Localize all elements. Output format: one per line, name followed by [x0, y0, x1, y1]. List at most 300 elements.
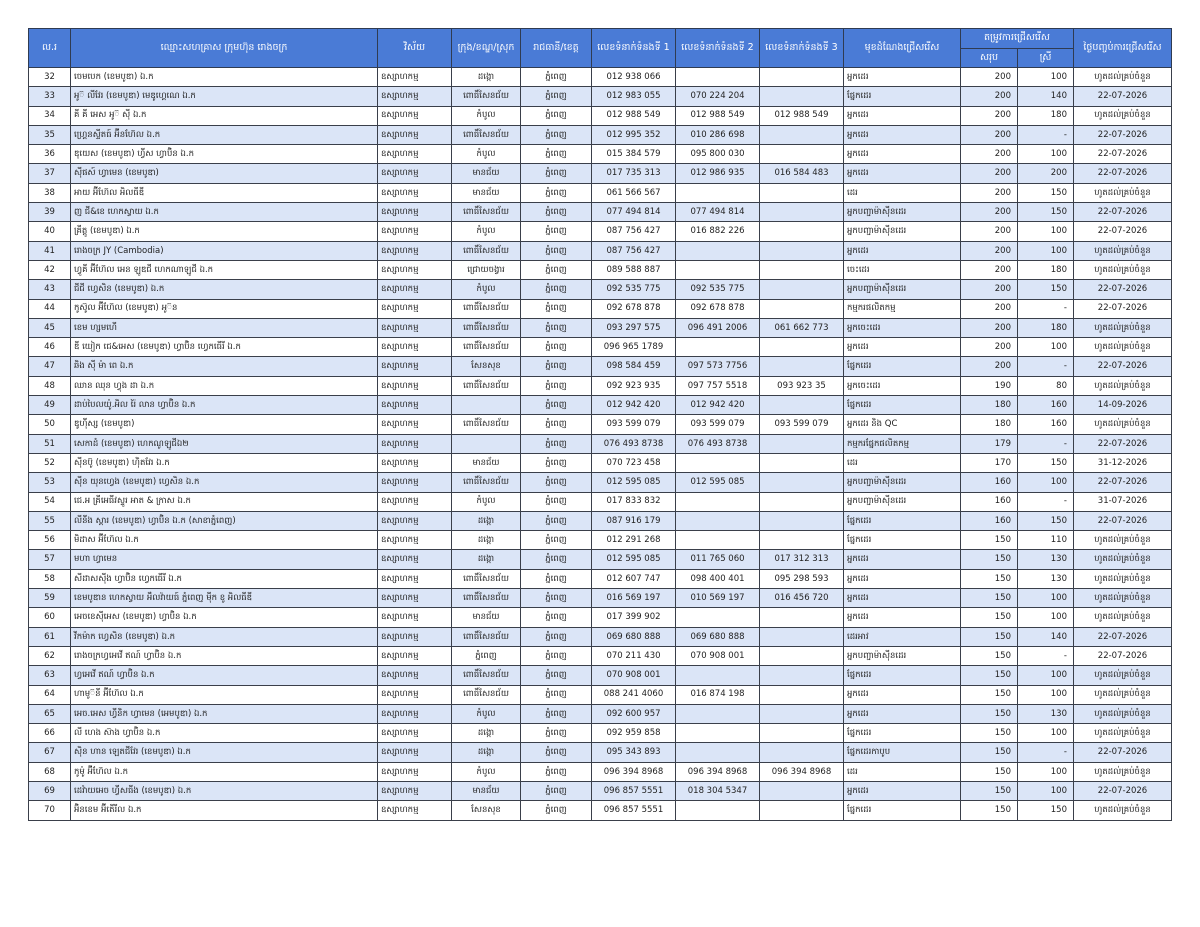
table-row [29, 550, 1172, 569]
cell-phone-3 [760, 338, 844, 357]
cell-phone-3 [760, 241, 844, 260]
cell-district [452, 434, 521, 453]
cell-province: ភ្នំពេញ [521, 396, 592, 415]
cell-sector: ឧស្សាហកម្ម [378, 511, 452, 530]
header-phone-3: លេខទំនាក់ទំនងទី 3 [760, 29, 844, 68]
cell-no: 59 [29, 589, 71, 608]
cell-no: 44 [29, 299, 71, 318]
cell-company: អាយ អ៊ីហ៊ែល អិលធីឌី [71, 183, 378, 202]
cell-total: 200 [961, 318, 1018, 337]
cell-female: 180 [1018, 106, 1074, 125]
cell-phone-2: 098 400 401 [676, 569, 760, 588]
cell-company: រោងចក្រហ្វអេវើ ឥណ៍ ហ្វាប៊ិន ឯ.ក [71, 646, 378, 665]
cell-district: ពោធិ៍សែនជ័យ [452, 569, 521, 588]
cell-phone-3: 096 394 8968 [760, 762, 844, 781]
cell-district: ពោធិ៍សែនជ័យ [452, 318, 521, 337]
cell-no: 40 [29, 222, 71, 241]
cell-province: ភ្នំពេញ [521, 646, 592, 665]
cell-phone-2: 012 986 935 [676, 164, 760, 183]
cell-phone-3: 017 312 313 [760, 550, 844, 569]
cell-female: 100 [1018, 68, 1074, 87]
cell-no: 38 [29, 183, 71, 202]
header-female: ស្រី [1018, 49, 1074, 68]
cell-position: អ្នកបញ្ជាម៉ាស៊ីនដេរ [844, 203, 961, 222]
cell-province: ភ្នំពេញ [521, 87, 592, 106]
cell-position: ចេះដេរ [844, 260, 961, 279]
cell-company: រោងចក្រ JY (Cambodia) [71, 241, 378, 260]
cell-total: 200 [961, 338, 1018, 357]
cell-phone-1: 077 494 814 [592, 203, 676, 222]
table-row [29, 531, 1172, 550]
cell-total: 200 [961, 106, 1018, 125]
cell-company: អេចខេស៊ីអេស (ខេមបូឌា) ហ្វាប៊ិន ឯ.ក [71, 608, 378, 627]
cell-phone-1: 089 588 887 [592, 260, 676, 279]
cell-phone-2 [676, 260, 760, 279]
cell-position: អ្នកបញ្ជាម៉ាស៊ីនដេរ [844, 492, 961, 511]
cell-position: ផ្នែកដេរ [844, 511, 961, 530]
cell-sector: ឧស្សាហកម្ម [378, 87, 452, 106]
cell-deadline: 22-07-2026 [1074, 203, 1172, 222]
cell-phone-2: 070 224 204 [676, 87, 760, 106]
cell-female: 200 [1018, 164, 1074, 183]
cell-female: 130 [1018, 550, 1074, 569]
cell-female: - [1018, 357, 1074, 376]
cell-deadline: ហូតដល់គ្រប់ចំនួន [1074, 241, 1172, 260]
cell-sector: ឧស្សាហកម្ម [378, 280, 452, 299]
cell-deadline: ហូតដល់គ្រប់ចំនួន [1074, 318, 1172, 337]
table-row [29, 453, 1172, 472]
table-row [29, 627, 1172, 646]
cell-female: 100 [1018, 338, 1074, 357]
cell-province: ភ្នំពេញ [521, 589, 592, 608]
cell-sector: ឧស្សាហកម្ម [378, 589, 452, 608]
cell-phone-3 [760, 125, 844, 144]
cell-deadline: ហូតដល់គ្រប់ចំនួន [1074, 569, 1172, 588]
table-row [29, 801, 1172, 820]
cell-sector: ឧស្សាហកម្ម [378, 145, 452, 164]
cell-total: 179 [961, 434, 1018, 453]
cell-female: - [1018, 125, 1074, 144]
cell-province: ភ្នំពេញ [521, 704, 592, 723]
cell-female: 150 [1018, 453, 1074, 472]
cell-province: ភ្នំពេញ [521, 762, 592, 781]
cell-no: 61 [29, 627, 71, 646]
cell-position: អ្នកដេរ [844, 164, 961, 183]
cell-female: 150 [1018, 801, 1074, 820]
cell-province: ភ្នំពេញ [521, 222, 592, 241]
cell-female: 100 [1018, 241, 1074, 260]
cell-phone-3: 093 923 35 [760, 376, 844, 395]
cell-phone-2 [676, 241, 760, 260]
cell-female: - [1018, 299, 1074, 318]
table-row [29, 589, 1172, 608]
cell-province: ភ្នំពេញ [521, 781, 592, 800]
cell-sector: ឧស្សាហកម្ម [378, 569, 452, 588]
cell-company: ឌី យៀក ជេ&អេស (ខេមបូឌា) ហ្វាប៊ិន ហ្វេកធើរី ឯ.ក [71, 338, 378, 357]
cell-total: 200 [961, 260, 1018, 279]
cell-district: ពោធិ៍សែនជ័យ [452, 376, 521, 395]
cell-province: ភ្នំពេញ [521, 608, 592, 627]
table-row [29, 473, 1172, 492]
cell-district: ជ្រោយចង្វារ [452, 260, 521, 279]
cell-sector: ឧស្សាហកម្ម [378, 550, 452, 569]
cell-position: អ្នកបញ្ជាម៉ាស៊ីនដេរ [844, 646, 961, 665]
cell-female: 160 [1018, 415, 1074, 434]
cell-position: ដេរ [844, 762, 961, 781]
table-row [29, 106, 1172, 125]
cell-sector: ឧស្សាហកម្ម [378, 376, 452, 395]
cell-position: អ្នកដេរ [844, 68, 961, 87]
cell-no: 55 [29, 511, 71, 530]
cell-phone-1: 017 735 313 [592, 164, 676, 183]
cell-sector: ឧស្សាហកម្ម [378, 743, 452, 762]
cell-phone-2: 077 494 814 [676, 203, 760, 222]
cell-deadline: 22-07-2026 [1074, 299, 1172, 318]
cell-district: កំបូល [452, 106, 521, 125]
cell-sector: ឧស្សាហកម្ម [378, 125, 452, 144]
cell-phone-2 [676, 704, 760, 723]
cell-position: ផ្នែកដេរ [844, 666, 961, 685]
cell-sector: ឧស្សាហកម្ម [378, 241, 452, 260]
cell-phone-1: 095 343 893 [592, 743, 676, 762]
cell-deadline: ហូតដល់គ្រប់ចំនួន [1074, 68, 1172, 87]
cell-no: 45 [29, 318, 71, 337]
cell-phone-3: 016 456 720 [760, 589, 844, 608]
cell-no: 56 [29, 531, 71, 550]
cell-total: 160 [961, 492, 1018, 511]
cell-phone-3 [760, 646, 844, 665]
header-company: ឈ្មោះសហគ្រាស ក្រុមហ៊ុន រោងចក្រ [71, 29, 378, 68]
cell-company: វីកម៉ាក ហ្វេសិន (ខេមបូឌា) ឯ.ក [71, 627, 378, 646]
cell-phone-3 [760, 453, 844, 472]
cell-sector: ឧស្សាហកម្ម [378, 531, 452, 550]
cell-phone-1: 012 938 066 [592, 68, 676, 87]
cell-sector: ឧស្សាហកម្ម [378, 260, 452, 279]
cell-phone-1: 087 756 427 [592, 241, 676, 260]
cell-phone-3 [760, 434, 844, 453]
cell-district: ដង្កោ [452, 531, 521, 550]
cell-deadline: ហូតដល់គ្រប់ចំនួន [1074, 415, 1172, 434]
cell-no: 33 [29, 87, 71, 106]
cell-sector: ឧស្សាហកម្ម [378, 685, 452, 704]
cell-province: ភ្នំពេញ [521, 145, 592, 164]
cell-sector: ឧស្សាហកម្ម [378, 222, 452, 241]
cell-province: ភ្នំពេញ [521, 260, 592, 279]
cell-deadline: ហូតដល់គ្រប់ចំនួន [1074, 666, 1172, 685]
cell-no: 69 [29, 781, 71, 800]
cell-phone-1: 016 569 197 [592, 589, 676, 608]
cell-phone-2 [676, 724, 760, 743]
cell-phone-1: 093 599 079 [592, 415, 676, 434]
cell-phone-2 [676, 453, 760, 472]
cell-position: អ្នកបញ្ជាម៉ាស៊ីនដេរ [844, 473, 961, 492]
table-row [29, 241, 1172, 260]
header-position: មុខដំណែងជ្រើសរើស [844, 29, 961, 68]
cell-company: គ្រីត្តូ (ខេមបូឌា) ឯ.ក [71, 222, 378, 241]
header-no: ល.រ [29, 29, 71, 68]
cell-phone-2: 096 394 8968 [676, 762, 760, 781]
cell-deadline: 22-07-2026 [1074, 434, 1172, 453]
cell-no: 66 [29, 724, 71, 743]
cell-phone-3 [760, 781, 844, 800]
cell-phone-3 [760, 222, 844, 241]
cell-no: 36 [29, 145, 71, 164]
cell-company: ឈាន ឈុន ហ្វុង ដា ឯ.ក [71, 376, 378, 395]
cell-company: ស៊ីន យុនហ្វេង (ខេមបូឌា) ហ្វេសិន ឯ.ក [71, 473, 378, 492]
cell-total: 200 [961, 203, 1018, 222]
cell-deadline: 14-09-2026 [1074, 396, 1172, 415]
cell-province: ភ្នំពេញ [521, 357, 592, 376]
cell-total: 200 [961, 183, 1018, 202]
cell-phone-3 [760, 666, 844, 685]
cell-phone-3 [760, 280, 844, 299]
cell-total: 150 [961, 627, 1018, 646]
cell-phone-1: 070 211 430 [592, 646, 676, 665]
cell-phone-1: 087 916 179 [592, 511, 676, 530]
cell-company: កូស៊ូល អ៊ីហ៊ែល (ខេមបូឌា) អូ៊ន [71, 299, 378, 318]
table-row [29, 762, 1172, 781]
cell-deadline: ហូតដល់គ្រប់ចំនួន [1074, 338, 1172, 357]
cell-phone-2: 012 595 085 [676, 473, 760, 492]
cell-phone-3: 016 584 483 [760, 164, 844, 183]
cell-sector: ឧស្សាហកម្ម [378, 762, 452, 781]
cell-no: 37 [29, 164, 71, 183]
cell-deadline: ហូតដល់គ្រប់ចំនួន [1074, 376, 1172, 395]
cell-phone-2: 012 988 549 [676, 106, 760, 125]
cell-female: 100 [1018, 473, 1074, 492]
cell-company: អូ៊ លីវែរ (ខេមបូឌា) មេឌូហ្គេណេ ឯ.ក [71, 87, 378, 106]
cell-phone-3 [760, 627, 844, 646]
cell-total: 190 [961, 376, 1018, 395]
cell-position: អ្នកដេរ [844, 781, 961, 800]
cell-total: 170 [961, 453, 1018, 472]
cell-province: ភ្នំពេញ [521, 801, 592, 820]
cell-district: កំបូល [452, 704, 521, 723]
cell-deadline: 22-07-2026 [1074, 511, 1172, 530]
cell-deadline: 22-07-2026 [1074, 280, 1172, 299]
cell-province: ភ្នំពេញ [521, 434, 592, 453]
cell-no: 50 [29, 415, 71, 434]
cell-sector: ឧស្សាហកម្ម [378, 704, 452, 723]
cell-female: 150 [1018, 280, 1074, 299]
cell-company: សីដាសស៊ីង ហ្វាប៊ិន ហ្វេកធើរី ឯ.ក [71, 569, 378, 588]
cell-district: កំបូល [452, 222, 521, 241]
cell-total: 150 [961, 724, 1018, 743]
table-row [29, 203, 1172, 222]
cell-position: អ្នកដេរ [844, 550, 961, 569]
cell-total: 150 [961, 704, 1018, 723]
table-row [29, 396, 1172, 415]
table-body [29, 68, 1172, 821]
table-row [29, 724, 1172, 743]
cell-province: ភ្នំពេញ [521, 125, 592, 144]
cell-no: 58 [29, 569, 71, 588]
cell-phone-1: 012 595 085 [592, 473, 676, 492]
cell-phone-1: 096 857 5551 [592, 801, 676, 820]
cell-company: ស៊ីនប៊ូ (ខេមបូឌា) ហ៊ិតវែរ ឯ.ក [71, 453, 378, 472]
cell-company: ឆិង ស៊ី ម៉ា ពេ ឯ.ក [71, 357, 378, 376]
cell-phone-2: 016 882 226 [676, 222, 760, 241]
cell-phone-2: 010 286 698 [676, 125, 760, 144]
cell-phone-2 [676, 183, 760, 202]
cell-total: 150 [961, 743, 1018, 762]
cell-female: 100 [1018, 762, 1074, 781]
table-row [29, 87, 1172, 106]
cell-company: ស៊ីផស៍ ហ្វាមេន (ខេមបូឌា) [71, 164, 378, 183]
cell-district: មានជ័យ [452, 164, 521, 183]
table-row [29, 415, 1172, 434]
cell-sector: ឧស្សាហកម្ម [378, 106, 452, 125]
cell-province: ភ្នំពេញ [521, 569, 592, 588]
cell-no: 51 [29, 434, 71, 453]
cell-no: 70 [29, 801, 71, 820]
cell-position: ដេរ [844, 453, 961, 472]
cell-female: 100 [1018, 685, 1074, 704]
cell-sector: ឧស្សាហកម្ម [378, 453, 452, 472]
table-row [29, 125, 1172, 144]
cell-position: អ្នកដេរ [844, 589, 961, 608]
cell-province: ភ្នំពេញ [521, 68, 592, 87]
cell-deadline: ហូតដល់គ្រប់ចំនួន [1074, 704, 1172, 723]
cell-company: អ៊ិនខេម អ៊ីតើរីល ឯ.ក [71, 801, 378, 820]
table-row [29, 685, 1172, 704]
cell-position: អ្នកដេរ និង QC [844, 415, 961, 434]
cell-no: 41 [29, 241, 71, 260]
cell-position: អ្នកចេះដេរ [844, 376, 961, 395]
cell-phone-1: 092 959 858 [592, 724, 676, 743]
cell-district: កំបូល [452, 762, 521, 781]
cell-deadline: ហូតដល់គ្រប់ចំនួន [1074, 550, 1172, 569]
cell-deadline: ហូតដល់គ្រប់ចំនួន [1074, 724, 1172, 743]
cell-total: 160 [961, 511, 1018, 530]
cell-phone-1: 012 983 055 [592, 87, 676, 106]
cell-female: 140 [1018, 87, 1074, 106]
cell-phone-2: 096 491 2006 [676, 318, 760, 337]
cell-phone-1: 012 988 549 [592, 106, 676, 125]
cell-deadline: 22-07-2026 [1074, 781, 1172, 800]
cell-no: 42 [29, 260, 71, 279]
cell-no: 47 [29, 357, 71, 376]
table-row [29, 318, 1172, 337]
cell-phone-2 [676, 511, 760, 530]
cell-position: អ្នកដេរ [844, 704, 961, 723]
cell-deadline: 22-07-2026 [1074, 222, 1172, 241]
cell-no: 54 [29, 492, 71, 511]
cell-position: ផ្នែកដេរ [844, 357, 961, 376]
cell-phone-1: 012 995 352 [592, 125, 676, 144]
cell-deadline: 22-07-2026 [1074, 87, 1172, 106]
cell-company: អេច.អេស ហ្វីនិក ហ្វាមេន (អេមបូឌា) ឯ.ក [71, 704, 378, 723]
cell-company: ចេមបេក (ខេមបូឌា) ឯ.ក [71, 68, 378, 87]
cell-district: ពោធិ៍សែនជ័យ [452, 415, 521, 434]
cell-deadline: ហូតដល់គ្រប់ចំនួន [1074, 106, 1172, 125]
table-row [29, 743, 1172, 762]
cell-district: មានជ័យ [452, 183, 521, 202]
cell-province: ភ្នំពេញ [521, 453, 592, 472]
cell-province: ភ្នំពេញ [521, 743, 592, 762]
header-phone-1: លេខទំនាក់ទំនងទី 1 [592, 29, 676, 68]
cell-phone-3 [760, 396, 844, 415]
table-row [29, 608, 1172, 627]
cell-deadline: 22-07-2026 [1074, 357, 1172, 376]
cell-province: ភ្នំពេញ [521, 106, 592, 125]
cell-district: ដង្កោ [452, 550, 521, 569]
cell-female: 100 [1018, 666, 1074, 685]
cell-no: 65 [29, 704, 71, 723]
table-row [29, 68, 1172, 87]
cell-phone-3: 095 298 593 [760, 569, 844, 588]
cell-district [452, 396, 521, 415]
cell-sector: ឧស្សាហកម្ម [378, 492, 452, 511]
cell-phone-1: 087 756 427 [592, 222, 676, 241]
cell-phone-2: 010 569 197 [676, 589, 760, 608]
cell-province: ភ្នំពេញ [521, 241, 592, 260]
cell-province: ភ្នំពេញ [521, 724, 592, 743]
cell-total: 200 [961, 87, 1018, 106]
cell-female: 100 [1018, 781, 1074, 800]
cell-province: ភ្នំពេញ [521, 492, 592, 511]
cell-phone-1: 017 833 832 [592, 492, 676, 511]
cell-no: 64 [29, 685, 71, 704]
cell-no: 63 [29, 666, 71, 685]
cell-female: 100 [1018, 608, 1074, 627]
cell-phone-1: 070 908 001 [592, 666, 676, 685]
cell-sector: ឧស្សាហកម្ម [378, 357, 452, 376]
cell-total: 200 [961, 145, 1018, 164]
cell-phone-1: 092 923 935 [592, 376, 676, 395]
cell-no: 60 [29, 608, 71, 627]
cell-district: ពោធិ៍សែនជ័យ [452, 87, 521, 106]
cell-province: ភ្នំពេញ [521, 318, 592, 337]
cell-phone-1: 061 566 567 [592, 183, 676, 202]
table-row [29, 164, 1172, 183]
cell-phone-1: 076 493 8738 [592, 434, 676, 453]
cell-company: លីនីង ស្តារ (ខេមបូឌា) ហ្វាប៊ិន ឯ.ក (សាខាភ្នំពេញ) [71, 511, 378, 530]
header-total: សរុប [961, 49, 1018, 68]
cell-phone-2: 092 678 878 [676, 299, 760, 318]
cell-deadline: ហូតដល់គ្រប់ចំនួន [1074, 762, 1172, 781]
table-row [29, 434, 1172, 453]
table-row [29, 299, 1172, 318]
cell-district: ភ្នំពេញ [452, 646, 521, 665]
cell-total: 200 [961, 357, 1018, 376]
cell-phone-2: 093 599 079 [676, 415, 760, 434]
cell-female: 80 [1018, 376, 1074, 395]
cell-sector: ឧស្សាហកម្ម [378, 338, 452, 357]
cell-sector: ឧស្សាហកម្ម [378, 646, 452, 665]
cell-phone-1: 098 584 459 [592, 357, 676, 376]
cell-deadline: 22-07-2026 [1074, 646, 1172, 665]
cell-no: 46 [29, 338, 71, 357]
cell-sector: ឧស្សាហកម្ម [378, 801, 452, 820]
cell-phone-3 [760, 801, 844, 820]
cell-deadline: ហូតដល់គ្រប់ចំនួន [1074, 531, 1172, 550]
cell-phone-1: 015 384 579 [592, 145, 676, 164]
header-district: ក្រុង/ខណ្ឌ/ស្រុក [452, 29, 521, 68]
cell-phone-3 [760, 492, 844, 511]
table-row [29, 183, 1172, 202]
cell-phone-2: 097 573 7756 [676, 357, 760, 376]
cell-female: 100 [1018, 222, 1074, 241]
table-row [29, 511, 1172, 530]
cell-position: អ្នកដេរ [844, 106, 961, 125]
cell-province: ភ្នំពេញ [521, 299, 592, 318]
cell-total: 200 [961, 164, 1018, 183]
cell-company: ដេវ៉ាយអេច ហ្វីសធីង (ខេមបូឌា) ឯ.ក [71, 781, 378, 800]
job-listing-table [28, 28, 1172, 821]
cell-deadline: 22-07-2026 [1074, 473, 1172, 492]
cell-district: ពោធិ៍សែនជ័យ [452, 299, 521, 318]
